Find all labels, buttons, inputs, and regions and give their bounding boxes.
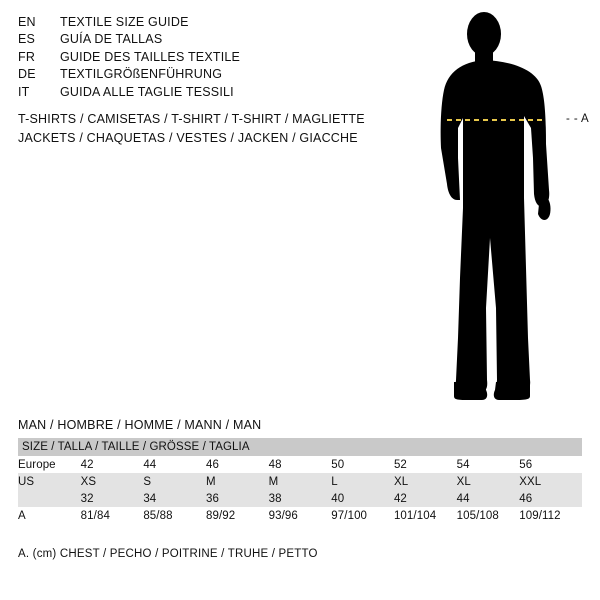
size-table	[18, 438, 582, 524]
language-code: DE	[18, 67, 36, 82]
table-cell: XL	[457, 473, 520, 490]
table-cell: M	[206, 473, 269, 490]
table-cell: 40	[331, 490, 394, 507]
category-list	[18, 110, 418, 148]
table-cell: 89/92	[206, 507, 269, 524]
language-list	[18, 14, 398, 101]
table-cell: XXL	[519, 473, 582, 490]
table-cell: 44	[143, 456, 206, 473]
table-cell: 48	[269, 456, 332, 473]
table-cell: 97/100	[331, 507, 394, 524]
table-cell: 32	[81, 490, 144, 507]
table-row	[18, 507, 582, 524]
category-jackets: JACKETS / CHAQUETAS / VESTES / JACKEN / GIACCHE	[18, 131, 358, 145]
table-cell: 101/104	[394, 507, 457, 524]
row-label: US	[18, 473, 81, 490]
table-cell: 85/88	[143, 507, 206, 524]
table-row	[18, 438, 582, 456]
table-cell: S	[143, 473, 206, 490]
table-cell: 105/108	[457, 507, 520, 524]
table-title: MAN / HOMBRE / HOMME / MANN / MAN	[18, 418, 262, 432]
language-row	[18, 14, 398, 31]
language-row	[18, 84, 398, 101]
table-cell: 56	[519, 456, 582, 473]
table-cell: 34	[143, 490, 206, 507]
table-cell: 44	[457, 490, 520, 507]
language-text: TEXTILGRÖßENFÜHRUNG	[60, 67, 223, 82]
table-cell: 52	[394, 456, 457, 473]
table-cell: 54	[457, 456, 520, 473]
size-table-area	[18, 418, 582, 524]
male-silhouette-figure	[400, 8, 600, 408]
table-row	[18, 490, 582, 507]
table-cell: XS	[81, 473, 144, 490]
footnote: A. (cm) CHEST / PECHO / POITRINE / TRUHE / PETTO	[18, 548, 318, 560]
table-cell: XL	[394, 473, 457, 490]
table-cell: 50	[331, 456, 394, 473]
table-cell: 81/84	[81, 507, 144, 524]
table-cell: 36	[206, 490, 269, 507]
row-label: A	[18, 507, 81, 524]
table-cell: 46	[206, 456, 269, 473]
table-row	[18, 473, 582, 490]
silhouette-icon	[400, 8, 600, 408]
language-row	[18, 66, 398, 83]
table-cell: 38	[269, 490, 332, 507]
row-label	[18, 490, 81, 507]
table-cell: M	[269, 473, 332, 490]
language-code: ES	[18, 32, 36, 47]
language-text: TEXTILE SIZE GUIDE	[60, 15, 189, 29]
table-header-label: SIZE / TALLA / TAILLE / GRÖSSE / TAGLIA	[18, 438, 582, 456]
language-text: GUÍA DE TALLAS	[60, 32, 163, 47]
language-row	[18, 49, 398, 66]
language-code: EN	[18, 15, 36, 29]
language-text: GUIDE DES TAILLES TEXTILE	[60, 49, 241, 64]
language-code: FR	[18, 49, 36, 64]
measure-marker-label: - - A	[566, 113, 590, 125]
table-cell: 93/96	[269, 507, 332, 524]
table-cell: 46	[519, 490, 582, 507]
language-row	[18, 31, 398, 48]
table-row	[18, 456, 582, 473]
language-text: GUIDA ALLE TAGLIE TESSILI	[60, 84, 234, 99]
table-cell: L	[331, 473, 394, 490]
table-cell: 109/112	[519, 507, 582, 524]
table-cell: 42	[394, 490, 457, 507]
row-label: Europe	[18, 456, 81, 473]
language-code: IT	[18, 84, 30, 99]
category-tshirts: T-SHIRTS / CAMISETAS / T-SHIRT / T-SHIRT / MAGLIETTE	[18, 112, 365, 126]
table-cell: 42	[81, 456, 144, 473]
